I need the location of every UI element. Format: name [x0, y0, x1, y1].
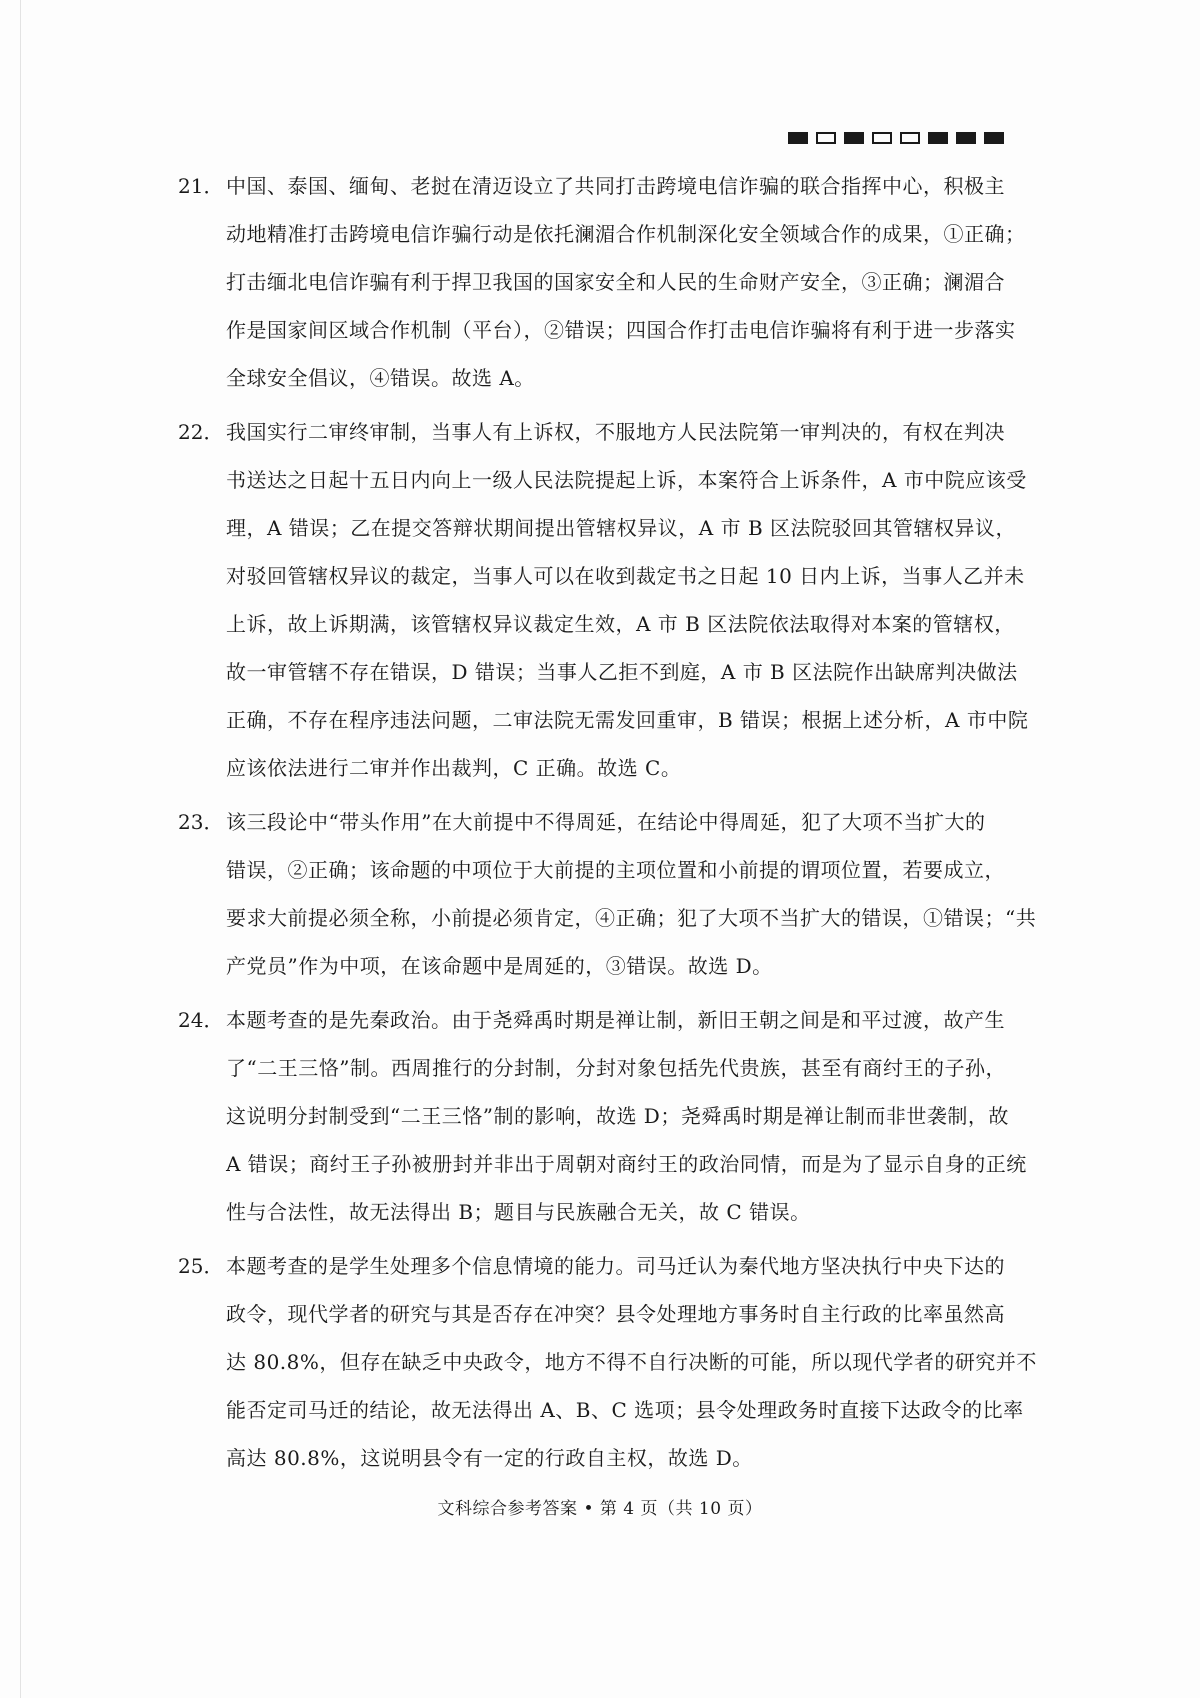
header-marker-row	[788, 132, 1048, 146]
answer-line: 高达 80.8%，这说明县令有一定的行政自主权，故选 D。	[226, 1446, 753, 1470]
answer-line: 错误，②正确；该命题的中项位于大前提的主项位置和小前提的谓项位置，若要成立，	[226, 858, 1005, 882]
page-footer: 文科综合参考答案 • 第 4 页（共 10 页）	[437, 1499, 763, 1519]
answer-number: 24．	[178, 1008, 224, 1032]
answer-line: 产党员”作为中项，在该命题中是周延的，③错误。故选 D。	[226, 954, 773, 978]
answer-line: 应该依法进行二审并作出裁判，C 正确。故选 C。	[226, 756, 682, 780]
marker-block-2	[816, 132, 836, 144]
answer-item-23	[178, 798, 1044, 990]
answer-number: 21．	[178, 174, 224, 198]
answer-line: 正确，不存在程序违法问题，二审法院无需发回重审，B 错误；根据上述分析，A 市中院	[226, 708, 1029, 732]
answer-text	[226, 798, 1044, 990]
answer-text	[226, 1242, 1044, 1482]
answer-text	[226, 996, 1044, 1236]
answer-line: 中国、泰国、缅甸、老挝在清迈设立了共同打击跨境电信诈骗的联合指挥中心，积极主	[226, 174, 1005, 198]
answer-line: 全球安全倡议，④错误。故选 A。	[226, 366, 535, 390]
answer-line: 达 80.8%，但存在缺乏中央政令，地方不得不自行决断的可能，所以现代学者的研究并不	[226, 1350, 1037, 1374]
marker-block-7	[956, 132, 976, 144]
answer-line: 本题考查的是先秦政治。由于尧舜禹时期是禅让制，新旧王朝之间是和平过渡，故产生	[226, 1008, 1005, 1032]
answer-item-24	[178, 996, 1044, 1236]
scan-edge-line	[20, 0, 21, 1698]
answer-line: 我国实行二审终审制，当事人有上诉权，不服地方人民法院第一审判决的，有权在判决	[226, 420, 1005, 444]
marker-block-6	[928, 132, 948, 144]
answer-line: 故一审管辖不存在错误，D 错误；当事人乙拒不到庭，A 市 B 区法院作出缺席判决做法	[226, 660, 1018, 684]
marker-block-8	[984, 132, 1004, 144]
answer-text	[226, 408, 1044, 792]
answer-line: 作是国家间区域合作机制（平台），②错误；四国合作打击电信诈骗将有利于进一步落实	[226, 318, 1016, 342]
answer-text	[226, 162, 1044, 402]
answer-line: 书送达之日起十五日内向上一级人民法院提起上诉，本案符合上诉条件，A 市中院应该受	[226, 468, 1027, 492]
answer-line: 动地精准打击跨境电信诈骗行动是依托澜湄合作机制深化安全领域合作的成果，①正确；	[226, 222, 1026, 246]
answer-item-22	[178, 408, 1044, 792]
answer-number: 25．	[178, 1254, 224, 1278]
marker-block-5	[900, 132, 920, 144]
answer-item-21	[178, 162, 1044, 402]
answer-line: 政令，现代学者的研究与其是否存在冲突？县令处理地方事务时自主行政的比率虽然高	[226, 1302, 1005, 1326]
marker-block-1	[788, 132, 808, 144]
answer-number: 23．	[178, 810, 224, 834]
answer-line: 了“二王三恪”制。西周推行的分封制，分封对象包括先代贵族，甚至有商纣王的子孙，	[226, 1056, 1006, 1080]
answer-line: 要求大前提必须全称，小前提必须肯定，④正确；犯了大项不当扩大的错误，①错误；“共	[226, 906, 1037, 930]
answer-number: 22．	[178, 420, 224, 444]
answer-line: 该三段论中“带头作用”在大前提中不得周延，在结论中得周延，犯了大项不当扩大的	[226, 810, 986, 834]
answer-line: 本题考查的是学生处理多个信息情境的能力。司马迁认为秦代地方坚决执行中央下达的	[226, 1254, 1005, 1278]
answer-line: A 错误；商纣王子孙被册封并非出于周朝对商纣王的政治同情，而是为了显示自身的正统	[226, 1152, 1027, 1176]
answer-line: 能否定司马迁的结论，故无法得出 A、B、C 选项；县令处理政务时直接下达政令的比率	[226, 1398, 1024, 1422]
answer-line: 打击缅北电信诈骗有利于捍卫我国的国家安全和人民的生命财产安全，③正确；澜湄合	[226, 270, 1005, 294]
answer-line: 性与合法性，故无法得出 B；题目与民族融合无关，故 C 错误。	[226, 1200, 811, 1224]
answer-line: 上诉，故上诉期满，该管辖权异议裁定生效，A 市 B 区法院依法取得对本案的管辖权，	[226, 612, 1015, 636]
answer-line: 理，A 错误；乙在提交答辩状期间提出管辖权异议，A 市 B 区法院驳回其管辖权异议，	[226, 516, 1017, 540]
answer-line: 这说明分封制受到“二王三恪”制的影响，故选 D；尧舜禹时期是禅让制而非世袭制，故	[226, 1104, 1009, 1128]
marker-block-3	[844, 132, 864, 144]
answer-line: 对驳回管辖权异议的裁定，当事人可以在收到裁定书之日起 10 日内上诉，当事人乙并未	[226, 564, 1025, 588]
answer-list	[178, 162, 1044, 1488]
marker-block-4	[872, 132, 892, 144]
answer-item-25	[178, 1242, 1044, 1482]
